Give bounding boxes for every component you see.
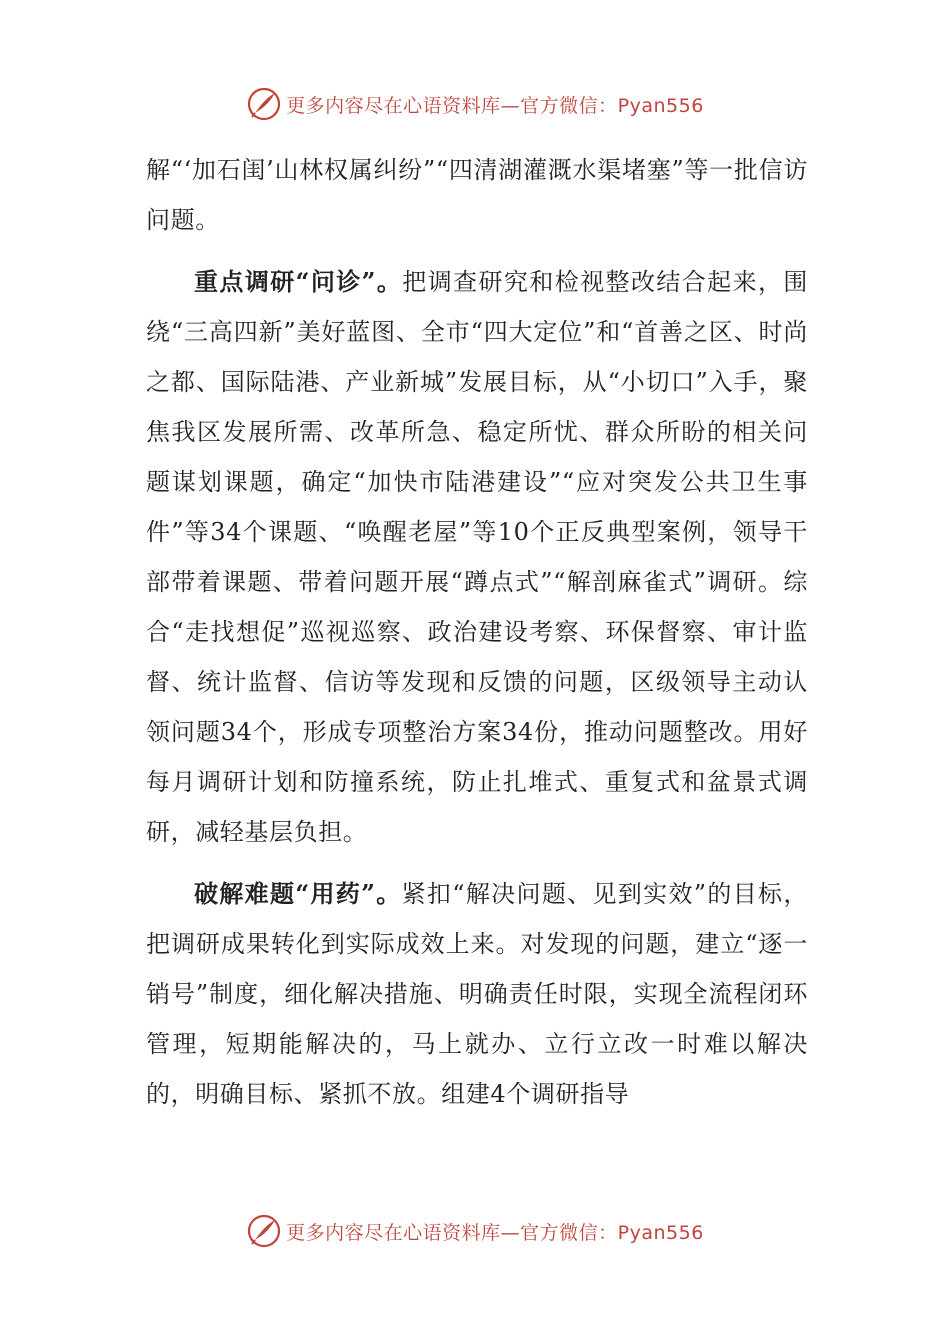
paragraph-text: 解“‘加石闺’山林权属纠纷”“四清湖灌溉水渠堵塞”等一批信访问题。 <box>146 156 808 234</box>
paragraph-lead: 破解难题“用药”。 <box>194 879 402 908</box>
paragraph-text: 把调查研究和检视整改结合起来，围绕“三高四新”美好蓝图、全市“四大定位”和“首善之区、时尚之都、国际陆港、产业新城”发展目标，从“小切口”入手，聚焦我区发展所需、改革所急、稳定所忧、群众所盼的相关问题谋划课题，确定“加快市陆港建设”“应对突发公共卫生事件”等34个课题、“唤醒老屋”等10个正反典型案例，领导干部带着课题、带着问题开展“蹲点式”“解剖麻雀式”调研。综合“走找想促”巡视巡察、政治建设考察、环保督察、审计监督、统计监督、信访等发现和反馈的问题，区级领导主动认领问题34个，形成专项整治方案34份，推动问题整改。用好每月调研计划和防撞系统，防止扎堆式、重复式和盆景式调研，减轻基层负担。 <box>146 268 808 846</box>
paragraph-3 <box>146 869 808 1119</box>
paragraph-2 <box>146 257 808 857</box>
paragraph-lead: 重点调研“问诊”。 <box>194 267 403 296</box>
quill-logo-icon <box>246 1213 282 1249</box>
paragraph-1 <box>146 145 808 245</box>
header-watermark-banner <box>0 84 950 124</box>
footer-watermark-banner <box>0 1211 950 1251</box>
paragraph-text: 紧扣“解决问题、见到实效”的目标，把调研成果转化到实际成效上来。对发现的问题，建立“逐一销号”制度，细化解决措施、明确责任时限，实现全流程闭环管理，短期能解决的，马上就办、立行立改一时难以解决的，明确目标、紧抓不放。组建4个调研指导 <box>146 880 808 1108</box>
watermark-text: 更多内容尽在心语资料库—官方微信：Pyan556 <box>286 1221 704 1244</box>
watermark-text: 更多内容尽在心语资料库—官方微信：Pyan556 <box>286 94 704 117</box>
document-body <box>146 145 808 1119</box>
quill-logo-icon <box>246 86 282 122</box>
